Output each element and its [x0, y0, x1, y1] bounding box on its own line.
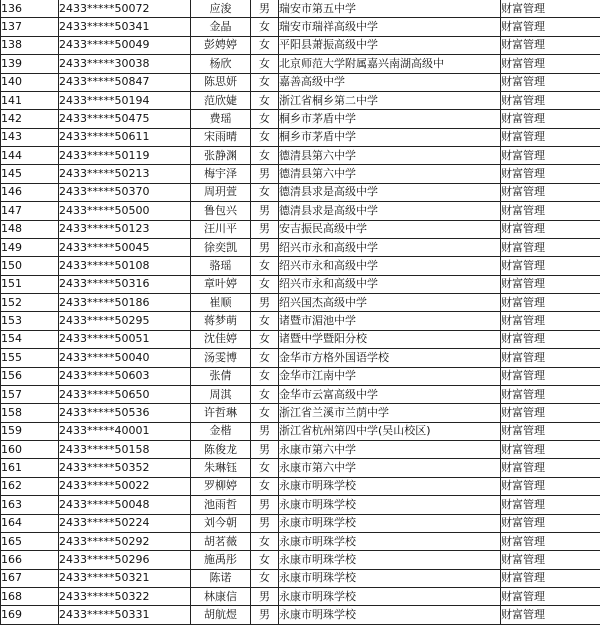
table-row: [1, 220, 600, 238]
gender-cell: 女: [251, 36, 279, 54]
gender-cell: 女: [251, 128, 279, 146]
gender-cell: 女: [251, 459, 279, 477]
table-row: [1, 18, 600, 36]
table-row: [1, 202, 600, 220]
table-row: [1, 459, 600, 477]
gender-cell: 女: [251, 551, 279, 569]
school-cell: 德清县求是高级中学: [279, 202, 501, 220]
major-cell: 财富管理: [501, 18, 600, 36]
student-name-cell: 陈俊龙: [191, 441, 251, 459]
student-name-cell: 许哲琳: [191, 404, 251, 422]
table-row: [1, 183, 600, 201]
row-number-cell: 158: [1, 404, 59, 422]
major-cell: 财富管理: [501, 183, 600, 201]
gender-cell: 男: [251, 588, 279, 606]
school-cell: 永康市明珠学校: [279, 532, 501, 550]
candidate-id-cell: 2433*****50040: [59, 349, 191, 367]
student-name-cell: 周淇: [191, 385, 251, 403]
row-number-cell: 164: [1, 514, 59, 532]
major-cell: 财富管理: [501, 147, 600, 165]
student-name-cell: 周玥萱: [191, 183, 251, 201]
row-number-cell: 166: [1, 551, 59, 569]
major-cell: 财富管理: [501, 569, 600, 587]
candidate-id-cell: 2433*****50341: [59, 18, 191, 36]
major-cell: 财富管理: [501, 238, 600, 256]
school-cell: 诸暨中学暨阳分校: [279, 330, 501, 348]
row-number-cell: 146: [1, 183, 59, 201]
student-name-cell: 杨欣: [191, 55, 251, 73]
major-cell: 财富管理: [501, 441, 600, 459]
candidate-id-cell: 2433*****50322: [59, 588, 191, 606]
table-row: [1, 532, 600, 550]
school-cell: 永康市第六中学: [279, 441, 501, 459]
gender-cell: 男: [251, 202, 279, 220]
student-name-cell: 梅宇泽: [191, 165, 251, 183]
school-cell: 桐乡市茅盾中学: [279, 110, 501, 128]
table-row: [1, 36, 600, 54]
row-number-cell: 153: [1, 312, 59, 330]
gender-cell: 女: [251, 404, 279, 422]
school-cell: 永康市明珠学校: [279, 496, 501, 514]
student-name-cell: 陈思妍: [191, 73, 251, 91]
major-cell: 财富管理: [501, 55, 600, 73]
student-name-cell: 彭娉婷: [191, 36, 251, 54]
row-number-cell: 150: [1, 257, 59, 275]
gender-cell: 女: [251, 385, 279, 403]
table-row: [1, 569, 600, 587]
gender-cell: 女: [251, 183, 279, 201]
major-cell: 财富管理: [501, 294, 600, 312]
school-cell: 德清县第六中学: [279, 147, 501, 165]
candidate-id-cell: 2433*****50611: [59, 128, 191, 146]
gender-cell: 女: [251, 275, 279, 293]
student-name-cell: 崔顺: [191, 294, 251, 312]
gender-cell: 男: [251, 422, 279, 440]
school-cell: 永康市第六中学: [279, 459, 501, 477]
row-number-cell: 147: [1, 202, 59, 220]
table-row: [1, 128, 600, 146]
student-name-cell: 朱琳钰: [191, 459, 251, 477]
row-number-cell: 159: [1, 422, 59, 440]
student-name-cell: 汪川平: [191, 220, 251, 238]
candidate-id-cell: 2433*****50194: [59, 91, 191, 109]
gender-cell: 男: [251, 220, 279, 238]
student-name-cell: 刘今朝: [191, 514, 251, 532]
major-cell: 财富管理: [501, 367, 600, 385]
table-row: [1, 91, 600, 109]
candidate-id-cell: 2433*****50158: [59, 441, 191, 459]
school-cell: 德清县第六中学: [279, 165, 501, 183]
major-cell: 财富管理: [501, 404, 600, 422]
major-cell: 财富管理: [501, 551, 600, 569]
major-cell: 财富管理: [501, 91, 600, 109]
candidate-id-cell: 2433*****50536: [59, 404, 191, 422]
gender-cell: 女: [251, 349, 279, 367]
row-number-cell: 151: [1, 275, 59, 293]
row-number-cell: 148: [1, 220, 59, 238]
table-row: [1, 294, 600, 312]
student-name-cell: 鲁包兴: [191, 202, 251, 220]
school-cell: 嘉善高级中学: [279, 73, 501, 91]
school-cell: 永康市明珠学校: [279, 514, 501, 532]
student-name-cell: 胡茗薇: [191, 532, 251, 550]
candidate-id-cell: 2433*****30038: [59, 55, 191, 73]
row-number-cell: 160: [1, 441, 59, 459]
row-number-cell: 149: [1, 238, 59, 256]
candidate-id-cell: 2433*****50186: [59, 294, 191, 312]
student-name-cell: 胡航煜: [191, 606, 251, 624]
table-row: [1, 422, 600, 440]
table-row: [1, 385, 600, 403]
table-row: [1, 312, 600, 330]
candidate-id-cell: 2433*****50603: [59, 367, 191, 385]
student-name-cell: 陈诺: [191, 569, 251, 587]
gender-cell: 男: [251, 514, 279, 532]
school-cell: 诸暨市湄池中学: [279, 312, 501, 330]
student-name-cell: 林康信: [191, 588, 251, 606]
table-row: [1, 73, 600, 91]
school-cell: 瑞安市第五中学: [279, 0, 501, 18]
major-cell: 财富管理: [501, 73, 600, 91]
student-name-cell: 汤雯博: [191, 349, 251, 367]
candidate-id-cell: 2433*****50295: [59, 312, 191, 330]
gender-cell: 女: [251, 367, 279, 385]
gender-cell: 女: [251, 569, 279, 587]
row-number-cell: 141: [1, 91, 59, 109]
table-row: [1, 606, 600, 624]
school-cell: 永康市明珠学校: [279, 588, 501, 606]
gender-cell: 女: [251, 532, 279, 550]
major-cell: 财富管理: [501, 422, 600, 440]
student-name-cell: 金晶: [191, 18, 251, 36]
candidate-id-cell: 2433*****50213: [59, 165, 191, 183]
row-number-cell: 142: [1, 110, 59, 128]
candidate-id-cell: 2433*****50224: [59, 514, 191, 532]
row-number-cell: 144: [1, 147, 59, 165]
major-cell: 财富管理: [501, 330, 600, 348]
row-number-cell: 163: [1, 496, 59, 514]
school-cell: 北京师范大学附属嘉兴南湖高级中: [279, 55, 501, 73]
row-number-cell: 136: [1, 0, 59, 18]
major-cell: 财富管理: [501, 588, 600, 606]
major-cell: 财富管理: [501, 385, 600, 403]
row-number-cell: 154: [1, 330, 59, 348]
candidate-id-cell: 2433*****50475: [59, 110, 191, 128]
gender-cell: 女: [251, 55, 279, 73]
table-row: [1, 367, 600, 385]
school-cell: 永康市明珠学校: [279, 551, 501, 569]
candidate-id-cell: 2433*****50045: [59, 238, 191, 256]
row-number-cell: 169: [1, 606, 59, 624]
student-name-cell: 章叶婷: [191, 275, 251, 293]
candidate-id-cell: 2433*****50123: [59, 220, 191, 238]
major-cell: 财富管理: [501, 496, 600, 514]
table-row: [1, 275, 600, 293]
school-cell: 永康市明珠学校: [279, 606, 501, 624]
table-body: [1, 0, 600, 624]
gender-cell: 女: [251, 330, 279, 348]
major-cell: 财富管理: [501, 312, 600, 330]
row-number-cell: 137: [1, 18, 59, 36]
candidate-id-cell: 2433*****50108: [59, 257, 191, 275]
candidate-id-cell: 2433*****50022: [59, 477, 191, 495]
table-row: [1, 496, 600, 514]
school-cell: 平阳县萧振高级中学: [279, 36, 501, 54]
row-number-cell: 139: [1, 55, 59, 73]
school-cell: 桐乡市茅盾中学: [279, 128, 501, 146]
school-cell: 浙江省兰溪市兰荫中学: [279, 404, 501, 422]
student-name-cell: 张倩: [191, 367, 251, 385]
gender-cell: 女: [251, 257, 279, 275]
student-name-cell: 费瑶: [191, 110, 251, 128]
row-number-cell: 156: [1, 367, 59, 385]
student-name-cell: 宋雨晴: [191, 128, 251, 146]
candidate-id-cell: 2433*****50650: [59, 385, 191, 403]
gender-cell: 女: [251, 110, 279, 128]
candidate-id-cell: 2433*****50072: [59, 0, 191, 18]
major-cell: 财富管理: [501, 36, 600, 54]
row-number-cell: 162: [1, 477, 59, 495]
table-row: [1, 404, 600, 422]
candidate-id-cell: 2433*****50051: [59, 330, 191, 348]
school-cell: 永康市明珠学校: [279, 477, 501, 495]
row-number-cell: 168: [1, 588, 59, 606]
major-cell: 财富管理: [501, 202, 600, 220]
gender-cell: 女: [251, 147, 279, 165]
student-name-cell: 罗柳婷: [191, 477, 251, 495]
major-cell: 财富管理: [501, 532, 600, 550]
row-number-cell: 161: [1, 459, 59, 477]
student-name-cell: 应浚: [191, 0, 251, 18]
school-cell: 金华市方格外国语学校: [279, 349, 501, 367]
student-name-cell: 范欣婕: [191, 91, 251, 109]
candidate-id-cell: 2433*****50331: [59, 606, 191, 624]
row-number-cell: 138: [1, 36, 59, 54]
table-row: [1, 257, 600, 275]
table-row: [1, 0, 600, 18]
student-name-cell: 蒋梦萌: [191, 312, 251, 330]
gender-cell: 男: [251, 606, 279, 624]
major-cell: 财富管理: [501, 128, 600, 146]
gender-cell: 男: [251, 238, 279, 256]
major-cell: 财富管理: [501, 165, 600, 183]
candidate-id-cell: 2433*****50370: [59, 183, 191, 201]
major-cell: 财富管理: [501, 349, 600, 367]
school-cell: 永康市明珠学校: [279, 569, 501, 587]
candidate-id-cell: 2433*****50500: [59, 202, 191, 220]
major-cell: 财富管理: [501, 514, 600, 532]
school-cell: 金华市云富高级中学: [279, 385, 501, 403]
student-name-cell: 池雨哲: [191, 496, 251, 514]
table-row: [1, 441, 600, 459]
row-number-cell: 165: [1, 532, 59, 550]
gender-cell: 男: [251, 165, 279, 183]
gender-cell: 男: [251, 441, 279, 459]
major-cell: 财富管理: [501, 220, 600, 238]
major-cell: 财富管理: [501, 257, 600, 275]
gender-cell: 女: [251, 18, 279, 36]
candidate-id-cell: 2433*****50296: [59, 551, 191, 569]
row-number-cell: 140: [1, 73, 59, 91]
school-cell: 绍兴国杰高级中学: [279, 294, 501, 312]
row-number-cell: 155: [1, 349, 59, 367]
school-cell: 浙江省杭州第四中学(吴山校区): [279, 422, 501, 440]
candidate-id-cell: 2433*****50119: [59, 147, 191, 165]
gender-cell: 女: [251, 73, 279, 91]
major-cell: 财富管理: [501, 110, 600, 128]
table-row: [1, 238, 600, 256]
row-number-cell: 152: [1, 294, 59, 312]
gender-cell: 女: [251, 91, 279, 109]
major-cell: 财富管理: [501, 0, 600, 18]
school-cell: 德清县求是高级中学: [279, 183, 501, 201]
gender-cell: 男: [251, 0, 279, 18]
student-name-cell: 沈佳婷: [191, 330, 251, 348]
student-name-cell: 金楷: [191, 422, 251, 440]
row-number-cell: 157: [1, 385, 59, 403]
row-number-cell: 143: [1, 128, 59, 146]
candidate-id-cell: 2433*****50292: [59, 532, 191, 550]
school-cell: 绍兴市永和高级中学: [279, 275, 501, 293]
table-row: [1, 551, 600, 569]
student-name-cell: 骆瑶: [191, 257, 251, 275]
row-number-cell: 167: [1, 569, 59, 587]
table-row: [1, 349, 600, 367]
candidate-id-cell: 2433*****50048: [59, 496, 191, 514]
table-row: [1, 165, 600, 183]
gender-cell: 女: [251, 312, 279, 330]
table-row: [1, 330, 600, 348]
major-cell: 财富管理: [501, 275, 600, 293]
school-cell: 安吉振民高级中学: [279, 220, 501, 238]
major-cell: 财富管理: [501, 459, 600, 477]
candidate-id-cell: 2433*****50316: [59, 275, 191, 293]
student-name-cell: 徐奕凯: [191, 238, 251, 256]
candidate-id-cell: 2433*****50321: [59, 569, 191, 587]
candidate-id-cell: 2433*****50049: [59, 36, 191, 54]
gender-cell: 男: [251, 294, 279, 312]
school-cell: 瑞安市瑞祥高级中学: [279, 18, 501, 36]
candidate-id-cell: 2433*****50352: [59, 459, 191, 477]
table-row: [1, 588, 600, 606]
student-name-cell: 张静渊: [191, 147, 251, 165]
school-cell: 绍兴市永和高级中学: [279, 238, 501, 256]
table-row: [1, 514, 600, 532]
candidate-id-cell: 2433*****50847: [59, 73, 191, 91]
row-number-cell: 145: [1, 165, 59, 183]
student-name-cell: 施禹彤: [191, 551, 251, 569]
table-row: [1, 147, 600, 165]
table-row: [1, 477, 600, 495]
major-cell: 财富管理: [501, 606, 600, 624]
table-row: [1, 110, 600, 128]
candidate-id-cell: 2433*****40001: [59, 422, 191, 440]
school-cell: 金华市江南中学: [279, 367, 501, 385]
gender-cell: 男: [251, 496, 279, 514]
table-row: [1, 55, 600, 73]
school-cell: 绍兴市永和高级中学: [279, 257, 501, 275]
major-cell: 财富管理: [501, 477, 600, 495]
gender-cell: 女: [251, 477, 279, 495]
school-cell: 浙江省桐乡第二中学: [279, 91, 501, 109]
